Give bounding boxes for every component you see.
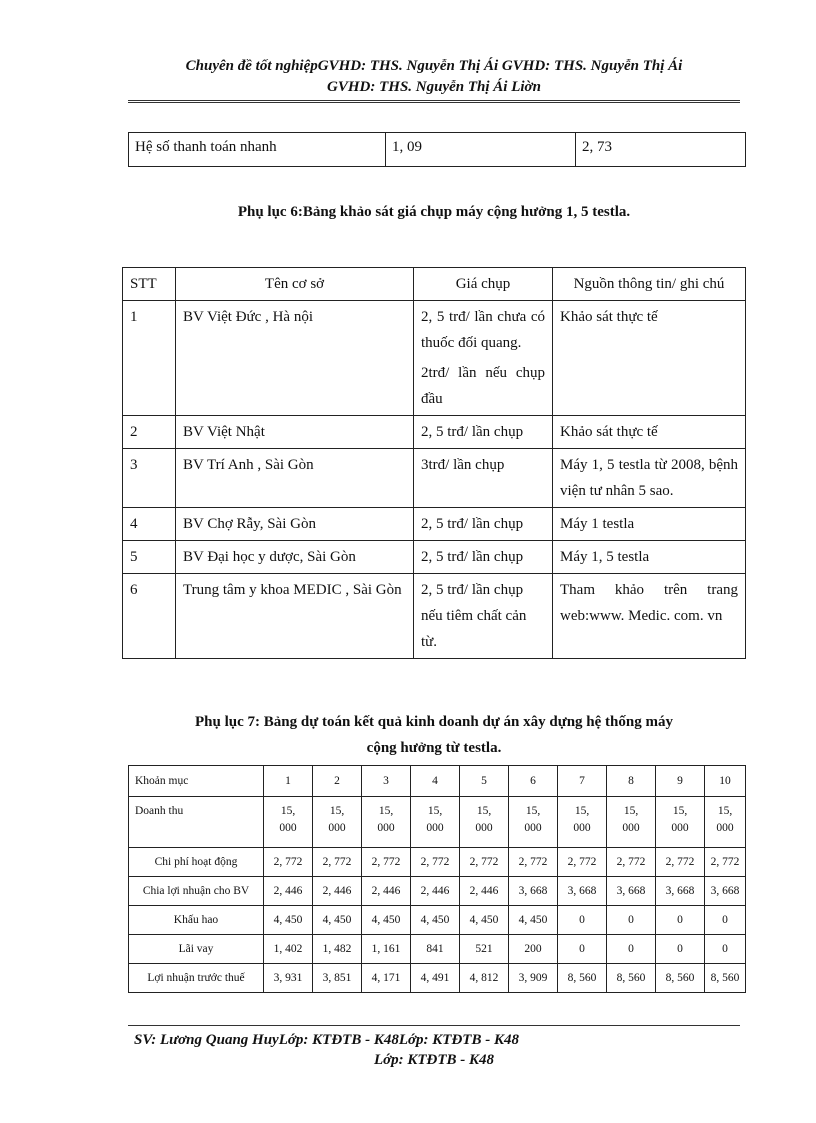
col-header-year: 6 [509,766,558,797]
revenue-value-part-2: 000 [622,822,640,834]
row-label: Chi phí hoạt động [129,848,264,877]
price-line-2: 2trđ/ lần nếu chụp đầu [421,365,545,407]
col-header-year: 7 [558,766,607,797]
note-cell: Tham khảo trên trang web:www. Medic. com. vn [553,574,746,659]
table-row [123,508,746,541]
col-header-price: Giá chụp [414,268,553,301]
table-header-row [129,766,746,797]
table-row [129,848,746,877]
value-cell: 8, 560 [656,964,705,993]
value-cell: 0 [705,935,746,964]
value-cell: 2, 772 [558,848,607,877]
value-cell: 2, 772 [411,848,460,877]
value-cell: 2, 446 [264,877,313,906]
appendix-6-table [122,267,746,659]
col-header-year: 4 [411,766,460,797]
price-line: 2, 5 trđ/ lần chưa có thuốc đối quang. [421,309,545,351]
value-cell: 1, 482 [313,935,362,964]
revenue-cell [460,797,509,848]
facility-cell: BV Việt Nhật [176,416,414,449]
price-cell: 2, 5 trđ/ lần chụp [414,541,553,574]
header-line-2: GVHD: THS. Nguyễn Thị Ái Liờn [327,79,541,95]
col-header-year: 3 [362,766,411,797]
value-cell: 4, 171 [362,964,411,993]
col-header-year: 1 [264,766,313,797]
note-cell: Máy 1, 5 testla từ 2008, bệnh viện tư nhân 5 sao. [553,449,746,508]
value-cell: 2, 772 [607,848,656,877]
value-cell: 4, 450 [509,906,558,935]
value-cell: 4, 450 [264,906,313,935]
row-label: Doanh thu [129,797,264,848]
value-cell: 2, 772 [705,848,746,877]
revenue-cell [558,797,607,848]
value-cell: 8, 560 [558,964,607,993]
revenue-value-part-2: 000 [671,822,689,834]
table-row [123,449,746,508]
value-cell: 3, 668 [509,877,558,906]
value-cell: 841 [411,935,460,964]
price-cell: 2, 5 trđ/ lần chụp [414,416,553,449]
value-cell: 2, 772 [656,848,705,877]
price-cell: 2, 5 trđ/ lần chụp nếu tiêm chất cản từ. [414,574,553,659]
revenue-value-part-2: 000 [716,822,734,834]
revenue-cell [656,797,705,848]
revenue-value-part-1: 15, [623,805,639,817]
stt-cell: 6 [123,574,176,659]
col-header-note: Nguồn thông tin/ ghi chú [553,268,746,301]
value-cell: 2, 772 [313,848,362,877]
appendix-7-table [128,765,746,993]
value-cell: 3, 851 [313,964,362,993]
table-row [129,935,746,964]
facility-cell: BV Đại học y dược, Sài Gòn [176,541,414,574]
facility-cell: BV Việt Đức , Hà nội [176,301,414,416]
table-row [123,541,746,574]
value-cell: 0 [558,935,607,964]
value-cell: 2, 772 [460,848,509,877]
stt-cell: 4 [123,508,176,541]
stt-cell: 3 [123,449,176,508]
revenue-value-part-1: 15, [525,805,541,817]
note-cell: Khảo sát thực tế [553,416,746,449]
value-cell: 1, 402 [264,935,313,964]
appendix-7-caption [128,709,740,761]
value-cell: 3, 909 [509,964,558,993]
appendix-6-caption: Phụ lục 6:Bảng khảo sát giá chụp máy cộng hưởng 1, 5 testla. [237,204,631,220]
stt-cell: 2 [123,416,176,449]
revenue-value-part-2: 000 [328,822,346,834]
value-cell: 4, 450 [313,906,362,935]
facility-cell: BV Trí Anh , Sài Gòn [176,449,414,508]
revenue-value-part-1: 15, [427,805,443,817]
value-cell: 2, 772 [264,848,313,877]
value-cell: 521 [460,935,509,964]
revenue-value-part-1: 15, [717,805,733,817]
col-header-year: 9 [656,766,705,797]
revenue-value-part-1: 15, [672,805,688,817]
value-cell: 3, 668 [558,877,607,906]
table-row [129,877,746,906]
value-cell: 0 [607,906,656,935]
ratio-label: Hệ số thanh toán nhanh [129,133,386,167]
value-cell: 3, 668 [656,877,705,906]
note-cell: Máy 1, 5 testla [553,541,746,574]
value-cell: 4, 491 [411,964,460,993]
value-cell: 3, 668 [705,877,746,906]
revenue-value-part-2: 000 [279,822,297,834]
value-cell: 0 [607,935,656,964]
quick-ratio-table [128,132,746,167]
value-cell: 0 [558,906,607,935]
col-header-year: 2 [313,766,362,797]
note-cell: Khảo sát thực tế [553,301,746,416]
price-cell [414,301,553,416]
footer-line-1: SV: Lương Quang HuyLớp: KTĐTB - K48Lớp: KTĐTB - K48 [134,1032,519,1048]
price-cell: 3trđ/ lần chụp [414,449,553,508]
table-row [129,964,746,993]
col-header-facility: Tên cơ sở [176,268,414,301]
revenue-value-part-2: 000 [377,822,395,834]
revenue-value-part-2: 000 [426,822,444,834]
facility-cell: Trung tâm y khoa MEDIC , Sài Gòn [176,574,414,659]
header-line-1: Chuyên đề tốt nghiệpGVHD: THS. Nguyễn Thị Ái GVHD: THS. Nguyễn Thị Ái [185,58,683,74]
page-header [128,56,740,103]
revenue-cell [705,797,746,848]
revenue-value-part-1: 15, [574,805,590,817]
value-cell: 200 [509,935,558,964]
stt-cell: 5 [123,541,176,574]
table-row [129,906,746,935]
revenue-cell [313,797,362,848]
value-cell: 3, 668 [607,877,656,906]
appendix-7-caption-line-2: cộng hưởng từ testla. [366,740,502,756]
row-label: Khấu hao [129,906,264,935]
table-row [123,574,746,659]
revenue-cell [411,797,460,848]
value-cell: 4, 450 [411,906,460,935]
revenue-cell [509,797,558,848]
table-header-row [123,268,746,301]
revenue-cell [362,797,411,848]
value-cell: 2, 772 [509,848,558,877]
row-label: Chia lợi nhuận cho BV [129,877,264,906]
revenue-cell [607,797,656,848]
revenue-value-part-2: 000 [573,822,591,834]
ratio-value-2: 2, 73 [576,133,746,167]
row-label: Lợi nhuận trước thuế [129,964,264,993]
value-cell: 4, 450 [460,906,509,935]
table-row [123,301,746,416]
table-row [123,416,746,449]
table-row [129,133,746,167]
price-cell: 2, 5 trđ/ lần chụp [414,508,553,541]
value-cell: 2, 446 [460,877,509,906]
facility-cell: BV Chợ Rẫy, Sài Gòn [176,508,414,541]
revenue-value-part-1: 15, [378,805,394,817]
value-cell: 0 [705,906,746,935]
value-cell: 2, 446 [313,877,362,906]
value-cell: 3, 931 [264,964,313,993]
ratio-value-1: 1, 09 [386,133,576,167]
value-cell: 4, 450 [362,906,411,935]
value-cell: 8, 560 [705,964,746,993]
table-row [129,797,746,848]
value-cell: 2, 446 [362,877,411,906]
col-header-stt: STT [123,268,176,301]
value-cell: 0 [656,906,705,935]
row-label: Lãi vay [129,935,264,964]
col-header-year: 8 [607,766,656,797]
revenue-value-part-1: 15, [280,805,296,817]
value-cell: 8, 560 [607,964,656,993]
note-cell: Máy 1 testla [553,508,746,541]
value-cell: 2, 772 [362,848,411,877]
page-footer [128,1025,740,1070]
value-cell: 4, 812 [460,964,509,993]
col-header-year: 10 [705,766,746,797]
revenue-value-part-2: 000 [475,822,493,834]
appendix-7-body [129,766,746,993]
value-cell: 0 [656,935,705,964]
value-cell: 2, 446 [411,877,460,906]
appendix-7-caption-line-1: Phụ lục 7: Bảng dự toán kết quả kinh doanh dự án xây dựng hệ thống máy [195,714,673,730]
revenue-value-part-2: 000 [524,822,542,834]
revenue-cell [264,797,313,848]
revenue-value-part-1: 15, [329,805,345,817]
value-cell: 1, 161 [362,935,411,964]
col-header-year: 5 [460,766,509,797]
col-header-item: Khoản mục [129,766,264,797]
stt-cell: 1 [123,301,176,416]
revenue-value-part-1: 15, [476,805,492,817]
footer-line-2: Lớp: KTĐTB - K48 [373,1052,495,1068]
